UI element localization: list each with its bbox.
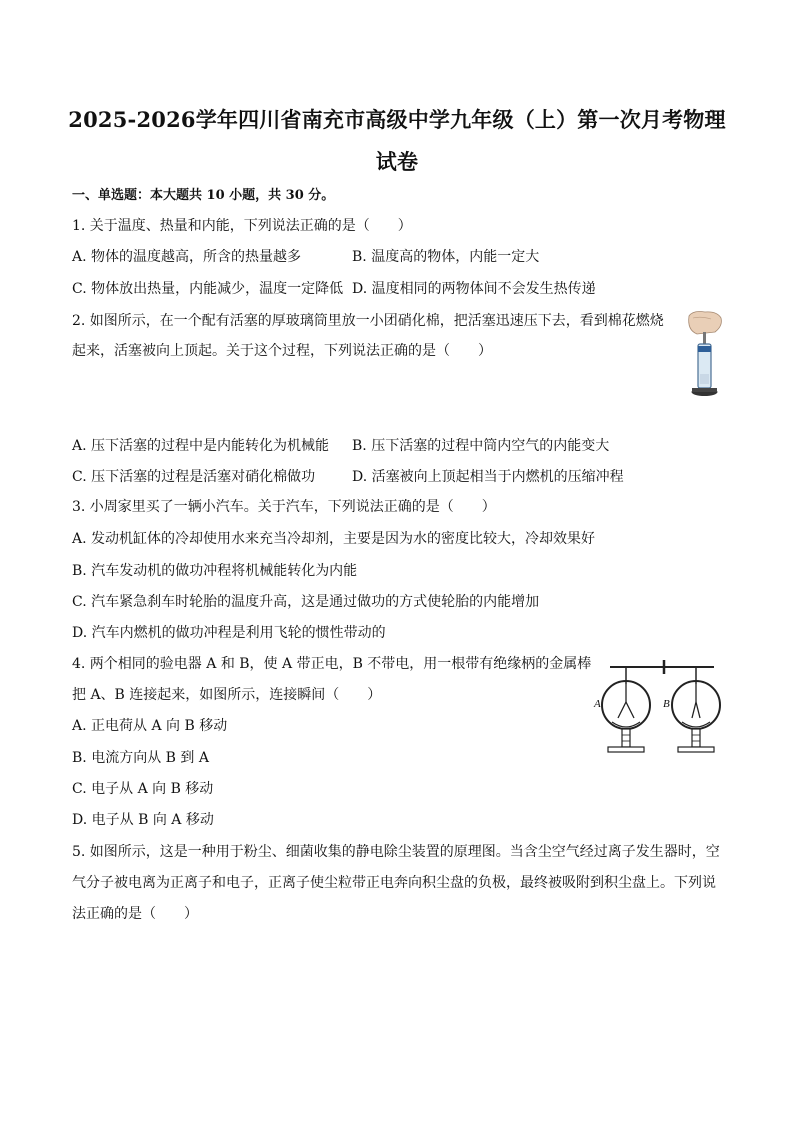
q4-option-d: D. 电子从 B 向 A 移动 (72, 812, 214, 828)
q2-option-c: C. 压下活塞的过程是活塞对硝化棉做功 (72, 469, 316, 485)
q1-option-b: B. 温度高的物体，内能一定大 (352, 249, 540, 265)
electroscope-b-label: B (663, 698, 670, 710)
q4-stem-line1: 4. 两个相同的验电器 A 和 B，使 A 带正电，B 不带电，用一根带有绝缘柄的金属棒 (72, 656, 592, 672)
q2-stem-line2: 起来，活塞被向上顶起。关于这个过程，下列说法正确的是（ ） (72, 343, 492, 359)
q4-option-b: B. 电流方向从 B 到 A (72, 750, 209, 766)
q1-stem: 1. 关于温度、热量和内能，下列说法正确的是（ ） (72, 218, 412, 234)
q5-stem-line2: 气分子被电离为正离子和电子，正离子使尘粒带正电奔向积尘盘的负极，最终被吸附到积尘盘上。下列说 (72, 875, 716, 891)
q1-option-a: A. 物体的温度越高，所含的热量越多 (72, 249, 302, 265)
page-title-continued: 试卷 (375, 149, 419, 174)
q5-stem-line1: 5. 如图所示，这是一种用于粉尘、细菌收集的静电除尘装置的原理图。当含尘空气经过离子发生器时，空 (72, 844, 720, 860)
q3-option-c: C. 汽车紧急刹车时轮胎的温度升高，这是通过做功的方式使轮胎的内能增加 (72, 594, 540, 610)
q2-option-b: B. 压下活塞的过程中筒内空气的内能变大 (352, 438, 610, 454)
q3-option-b: B. 汽车发动机的做功冲程将机械能转化为内能 (72, 563, 358, 579)
electroscope-a-label: A (594, 698, 601, 710)
q1-option-c: C. 物体放出热量，内能减少，温度一定降低 (72, 281, 344, 297)
electroscope-figure (588, 656, 732, 760)
piston-cylinder-figure (683, 308, 727, 400)
q3-option-a: A. 发动机缸体的冷却使用水来充当冷却剂，主要是因为水的密度比较大，冷却效果好 (72, 531, 596, 547)
section-heading: 一、单选题：本大题共 10 小题，共 30 分。 (72, 188, 335, 203)
q4-stem-line2: 把 A、B 连接起来，如图所示，连接瞬间（ ） (72, 687, 382, 703)
q4-option-a: A. 正电荷从 A 向 B 移动 (72, 718, 228, 734)
q2-option-a: A. 压下活塞的过程中是内能转化为机械能 (72, 438, 330, 454)
q2-option-d: D. 活塞被向上顶起相当于内燃机的压缩冲程 (352, 469, 624, 485)
page-title: 2025-2026学年四川省南充市高级中学九年级（上）第一次月考物理 (68, 107, 726, 132)
q4-option-c: C. 电子从 A 向 B 移动 (72, 781, 214, 797)
q3-option-d: D. 汽车内燃机的做功冲程是利用飞轮的惯性带动的 (72, 625, 386, 641)
q1-option-d: D. 温度相同的两物体间不会发生热传递 (352, 281, 596, 297)
q2-stem-line1: 2. 如图所示，在一个配有活塞的厚玻璃筒里放一小团硝化棉，把活塞迅速压下去，看到棉花燃烧 (72, 313, 664, 329)
q5-stem-line3: 法正确的是（ ） (72, 906, 198, 922)
q3-stem: 3. 小周家里买了一辆小汽车。关于汽车，下列说法正确的是（ ） (72, 499, 496, 515)
